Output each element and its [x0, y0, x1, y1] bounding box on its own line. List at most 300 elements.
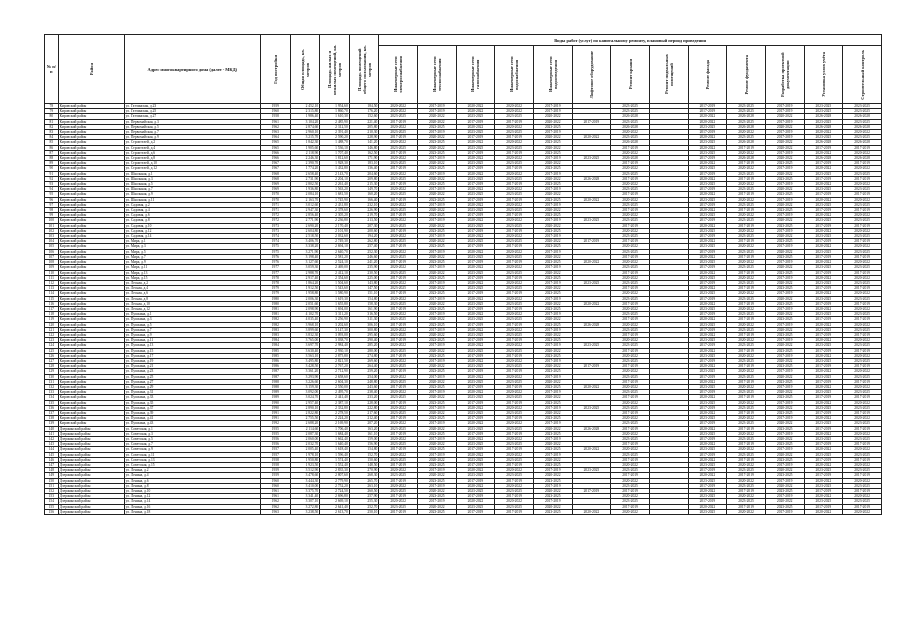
table-cell: 154,80 — [349, 447, 379, 452]
table-cell: 2017-2019 — [456, 400, 495, 405]
table-cell: 2026-2028 — [611, 114, 650, 119]
table-cell: 2023-2025 — [379, 473, 418, 478]
table-cell: 2023-2025 — [495, 317, 534, 322]
table-cell: 2023-2025 — [688, 509, 727, 514]
table-cell: 2020-2022 — [533, 161, 572, 166]
table-cell: 3 765,00 — [290, 338, 320, 343]
table-cell: 2017-2019 — [533, 187, 572, 192]
table-cell: 3 093,00 — [320, 332, 350, 337]
table-cell: 2026-2028 — [843, 156, 882, 161]
table-cell: 2017-2019 — [456, 197, 495, 202]
table-cell: 2017-2019 — [804, 426, 843, 431]
table-cell: 131 — [45, 379, 59, 384]
table-cell: 2023-2025 — [611, 405, 650, 410]
table-cell: 2017-2019 — [804, 223, 843, 228]
table-cell: 2017-2019 — [765, 228, 804, 233]
table-cell: 2017-2019 — [417, 468, 456, 473]
table-cell: 2017-2019 — [843, 192, 882, 197]
table-cell: 2017-2019 — [727, 426, 766, 431]
table-cell: 82 — [45, 124, 59, 129]
table-cell: 248,80 — [349, 379, 379, 384]
table-cell: 2023-2025 — [804, 218, 843, 223]
table-cell: 2017-2019 — [843, 161, 882, 166]
table-cell: 3 215,70 — [290, 135, 320, 140]
table-cell: 2026-2028 — [727, 156, 766, 161]
table-cell: 2017-2019 — [572, 239, 611, 244]
table-cell: 2017-2019 — [688, 280, 727, 285]
table-cell: 2023-2025 — [533, 369, 572, 374]
table-cell: 1989 — [261, 395, 291, 400]
table-cell: 2023-2025 — [843, 483, 882, 488]
table-cell: 3 410,00 — [290, 483, 320, 488]
table-cell: 1956 — [261, 437, 291, 442]
table-cell: 101 — [45, 223, 59, 228]
table-cell: 2023-2025 — [456, 208, 495, 213]
table-cell: 2020-2022 — [417, 223, 456, 228]
table-cell: 2023-2025 — [611, 343, 650, 348]
table-cell: 2023-2025 — [533, 463, 572, 468]
table-cell: 2017-2019 — [688, 437, 727, 442]
table-cell: 2023-2025 — [727, 405, 766, 410]
table-cell: 89 — [45, 161, 59, 166]
table-cell: 2017-2019 — [495, 338, 534, 343]
table-cell: 2020-2022 — [611, 228, 650, 233]
table-cell: 2020-2022 — [688, 457, 727, 462]
table-cell: 2023-2025 — [727, 452, 766, 457]
table-cell: 150,60 — [349, 457, 379, 462]
table-cell: 3 478,60 — [290, 473, 320, 478]
table-cell: 156 — [45, 509, 59, 514]
table-cell: 2020-2022 — [456, 265, 495, 270]
table-cell: 2 143,70 — [320, 171, 350, 176]
table-cell: 2017-2019 — [533, 249, 572, 254]
table-cell: 2023-2025 — [804, 390, 843, 395]
table-cell: 2017-2019 — [765, 384, 804, 389]
table-cell: 2020-2022 — [379, 405, 418, 410]
table-cell: 2020-2022 — [417, 254, 456, 259]
table-cell: 2023-2025 — [843, 405, 882, 410]
table-cell: 2023-2025 — [456, 395, 495, 400]
table-cell: 1 923,50 — [290, 463, 320, 468]
table-cell: 255,30 — [349, 499, 379, 504]
table-cell: ул. Первомайская, д.9 — [124, 135, 260, 140]
table-cell: 2017-2019 — [417, 483, 456, 488]
table-cell: 2023-2025 — [533, 509, 572, 514]
table-cell: 2017-2019 — [417, 421, 456, 426]
table-cell: 2017-2019 — [379, 338, 418, 343]
table-cell: 2017-2019 — [495, 509, 534, 514]
table-cell: 2020-2022 — [611, 463, 650, 468]
table-cell: Кировский район — [58, 405, 124, 410]
table-cell: 2017-2019 — [533, 499, 572, 504]
table-cell: 2023-2025 — [417, 275, 456, 280]
table-cell: 2020-2022 — [611, 182, 650, 187]
table-cell: 2020-2022 — [495, 499, 534, 504]
table-cell: Кировский район — [58, 343, 124, 348]
table-cell: 2023-2025 — [843, 296, 882, 301]
table-cell: 2017-2019 — [533, 296, 572, 301]
table-cell: Кировский район — [58, 338, 124, 343]
table-cell: 98 — [45, 208, 59, 213]
table-cell: 2023-2025 — [417, 291, 456, 296]
table-cell: 2020-2022 — [379, 343, 418, 348]
table-cell: 161,10 — [349, 431, 379, 436]
table-cell: 120 — [45, 322, 59, 327]
table-cell: Дзержинский район — [58, 494, 124, 499]
table-cell: 2020-2022 — [456, 390, 495, 395]
header-row-top — [45, 35, 882, 46]
table-cell: 2020-2022 — [688, 208, 727, 213]
table-cell: 3 968,10 — [290, 322, 320, 327]
table-cell: 1960 — [261, 109, 291, 114]
table-cell: 3 238,50 — [290, 509, 320, 514]
table-cell: 2020-2022 — [379, 156, 418, 161]
table-cell: 3 271,90 — [290, 249, 320, 254]
table-cell: 2023-2025 — [417, 447, 456, 452]
table-cell: 130 — [45, 374, 59, 379]
table-cell: 2023-2025 — [804, 468, 843, 473]
table-cell: 2017-2019 — [843, 332, 882, 337]
table-cell: 78 — [45, 104, 59, 109]
table-cell: 2023-2025 — [533, 124, 572, 129]
table-cell: 2017-2019 — [533, 343, 572, 348]
table-cell: 121 — [45, 327, 59, 332]
table-cell: 2017-2019 — [843, 457, 882, 462]
table-cell: 2023-2025 — [688, 447, 727, 452]
table-cell: 1957 — [261, 452, 291, 457]
table-cell: 2023-2025 — [533, 260, 572, 265]
table-cell: 2026-2028 — [572, 176, 611, 181]
table-cell: 136 — [45, 405, 59, 410]
table-cell: 2023-2025 — [417, 166, 456, 171]
table-cell: 2023-2025 — [688, 384, 727, 389]
table-cell: 2023-2025 — [379, 114, 418, 119]
table-cell: 2026-2028 — [804, 156, 843, 161]
table-cell: 2020-2022 — [417, 176, 456, 181]
table-cell: 2020-2022 — [417, 192, 456, 197]
table-cell: 2 724,50 — [320, 489, 350, 494]
table-cell: 1 706,40 — [320, 426, 350, 431]
table-cell: 2017-2019 — [688, 374, 727, 379]
table-cell: 2020-2022 — [495, 483, 534, 488]
table-cell: 2023-2025 — [495, 364, 534, 369]
table-cell: 2020-2022 — [572, 197, 611, 202]
table-cell: 2 101,90 — [320, 228, 350, 233]
table-cell: 2017-2019 — [456, 135, 495, 140]
table-cell: ул. Пушкина, д.43 — [124, 421, 260, 426]
table-cell: 1955 — [261, 431, 291, 436]
table-cell: 2023-2025 — [804, 421, 843, 426]
table-cell: 2020-2022 — [495, 296, 534, 301]
table-cell: 2020-2022 — [843, 291, 882, 296]
table-cell: 2023-2025 — [727, 218, 766, 223]
table-cell: 2020-2022 — [456, 202, 495, 207]
table-cell: 2017-2019 — [804, 473, 843, 478]
table-cell: 2020-2022 — [456, 499, 495, 504]
table-cell: 1 574,40 — [320, 457, 350, 462]
table-cell: 2 640,70 — [320, 249, 350, 254]
table-cell: 2017-2019 — [417, 187, 456, 192]
table-cell: 2020-2022 — [804, 197, 843, 202]
table-cell: Дзержинский район — [58, 463, 124, 468]
table-cell: 2020-2022 — [688, 364, 727, 369]
table-cell: 2023-2025 — [417, 244, 456, 249]
table-cell: 2017-2019 — [456, 416, 495, 421]
table-cell: ул. Гатчинская, д.27 — [124, 114, 260, 119]
table-cell: 2020-2022 — [804, 509, 843, 514]
table-cell: 2020-2022 — [804, 291, 843, 296]
table-cell: 105 — [45, 244, 59, 249]
table-cell: 125 — [45, 348, 59, 353]
table-cell: 1 950,80 — [290, 457, 320, 462]
table-cell: 2017-2019 — [843, 395, 882, 400]
table-cell: ул. Пушкина, д.35 — [124, 400, 260, 405]
table-cell: 2020-2022 — [417, 426, 456, 431]
table-cell: ул. Первомайская, д.7 — [124, 130, 260, 135]
table-cell: 2 874,60 — [290, 124, 320, 129]
table-cell: 2020-2022 — [727, 228, 766, 233]
table-cell: 269,60 — [349, 358, 379, 363]
table-cell: 2017-2019 — [379, 275, 418, 280]
table-cell: Кировский район — [58, 192, 124, 197]
table-cell: ул. Садовая, д.4 — [124, 208, 260, 213]
table-cell: 2017-2019 — [765, 197, 804, 202]
table-cell: 2020-2022 — [843, 130, 882, 135]
table-cell: 2020-2022 — [533, 364, 572, 369]
table-cell: ул. Советская, д.15 — [124, 463, 260, 468]
table-cell: ул. Ленина, д.10 — [124, 489, 260, 494]
table-cell: 2020-2022 — [843, 275, 882, 280]
table-cell: ул. Пушкина, д.11 — [124, 338, 260, 343]
table-cell: 2 236,80 — [320, 218, 350, 223]
table-cell: 2 170,40 — [320, 223, 350, 228]
table-cell: 2017-2019 — [727, 410, 766, 415]
table-cell: 2026-2028 — [572, 426, 611, 431]
table-cell: 4 035,40 — [290, 317, 320, 322]
table-cell: 2020-2022 — [495, 280, 534, 285]
table-cell: 2023-2025 — [417, 384, 456, 389]
table-cell: 2023-2025 — [843, 249, 882, 254]
table-cell: 2020-2022 — [688, 223, 727, 228]
table-cell: 128 — [45, 364, 59, 369]
table-cell: 2017-2019 — [379, 119, 418, 124]
table-cell: 2020-2022 — [533, 239, 572, 244]
table-cell: 2 204,10 — [320, 176, 350, 181]
table-cell: 2020-2022 — [688, 270, 727, 275]
table-cell: 2023-2025 — [379, 208, 418, 213]
table-cell: 3 272,80 — [290, 504, 320, 509]
table-cell: 2020-2022 — [533, 489, 572, 494]
table-cell: 2017-2019 — [727, 301, 766, 306]
table-cell: 2017-2019 — [379, 369, 418, 374]
table-cell: 2023-2025 — [688, 416, 727, 421]
table-cell: Кировский район — [58, 156, 124, 161]
table-cell: 2 246,30 — [290, 156, 320, 161]
table-cell: 2023-2025 — [495, 176, 534, 181]
table-cell: ул. Школьная, д.7 — [124, 187, 260, 192]
table-cell: 2020-2022 — [379, 187, 418, 192]
table-cell: 2020-2022 — [765, 140, 804, 145]
table-cell: 147,50 — [349, 286, 379, 291]
table-cell: 2023-2025 — [688, 494, 727, 499]
table-cell: 212,40 — [349, 416, 379, 421]
table-cell: ул. Строителей, д.6 — [124, 150, 260, 155]
table-cell: 2020-2022 — [417, 317, 456, 322]
table-cell: 2023-2025 — [495, 114, 534, 119]
table-cell: Кировский район — [58, 119, 124, 124]
table-cell: 2023-2025 — [804, 452, 843, 457]
table-cell: 2017-2019 — [456, 494, 495, 499]
table-cell: 2017-2019 — [456, 119, 495, 124]
table-cell: 2020-2022 — [765, 280, 804, 285]
table-cell: 2017-2019 — [765, 291, 804, 296]
table-cell: 2023-2025 — [765, 208, 804, 213]
table-cell: ул. Пушкина, д.15 — [124, 348, 260, 353]
table-cell: ул. Ленина, д.2 — [124, 468, 260, 473]
table-cell: 2020-2022 — [417, 379, 456, 384]
table-cell: 2023-2025 — [727, 135, 766, 140]
table-cell: 2023-2025 — [843, 135, 882, 140]
table-cell: 2 163,70 — [290, 197, 320, 202]
table-cell: 1976 — [261, 260, 291, 265]
table-cell: 2023-2025 — [495, 426, 534, 431]
table-cell: 3 444,30 — [290, 478, 320, 483]
table-cell: 2020-2022 — [804, 182, 843, 187]
table-cell: ул. Пушкина, д.13 — [124, 343, 260, 348]
table-cell: 2017-2019 — [417, 234, 456, 239]
table-cell: 2017-2019 — [417, 296, 456, 301]
table-cell: 1 610,30 — [320, 114, 350, 119]
table-cell: 2020-2022 — [804, 306, 843, 311]
table-cell: 2017-2019 — [611, 489, 650, 494]
table-cell: 2020-2022 — [495, 437, 534, 442]
table-cell: 2020-2022 — [417, 442, 456, 447]
table-cell: 2020-2022 — [843, 416, 882, 421]
table-cell: 2023-2025 — [804, 234, 843, 239]
col-total-area: Общая площадь, кв. метров — [290, 35, 320, 104]
table-cell: 2023-2025 — [727, 374, 766, 379]
table-cell: Кировский район — [58, 306, 124, 311]
table-cell: 2 688,20 — [290, 421, 320, 426]
table-cell: 2 118,90 — [290, 150, 320, 155]
table-cell: 2 658,40 — [290, 171, 320, 176]
table-cell: 2023-2025 — [533, 478, 572, 483]
table-cell: 152 — [45, 489, 59, 494]
table-cell: 84 — [45, 135, 59, 140]
table-cell: 2023-2025 — [611, 358, 650, 363]
table-cell: 2017-2019 — [379, 244, 418, 249]
table-cell: 2023-2025 — [688, 197, 727, 202]
table-cell: 2017-2019 — [495, 400, 534, 405]
table-cell: 1967 — [261, 161, 291, 166]
table-cell: 2017-2019 — [727, 457, 766, 462]
table-cell: 2017-2019 — [417, 390, 456, 395]
table-cell: ул. Строителей, д.8 — [124, 156, 260, 161]
table-cell: 2017-2019 — [379, 447, 418, 452]
table-cell: 2023-2025 — [804, 109, 843, 114]
table-cell: 2023-2025 — [688, 124, 727, 129]
table-cell: 2020-2022 — [533, 395, 572, 400]
table-cell: 1956 — [261, 442, 291, 447]
table-cell: 2023-2025 — [611, 135, 650, 140]
table-cell: 2017-2019 — [417, 202, 456, 207]
table-cell: Дзержинский район — [58, 478, 124, 483]
table-cell: 2017-2019 — [688, 327, 727, 332]
table-cell: 124 — [45, 343, 59, 348]
table-cell: 2 658,60 — [320, 374, 350, 379]
table-cell: ул. Ленина, д.6 — [124, 478, 260, 483]
table-cell: 2023-2025 — [379, 286, 418, 291]
table-cell: 183,10 — [349, 161, 379, 166]
table-cell: 2 441,40 — [320, 395, 350, 400]
table-cell: Кировский район — [58, 416, 124, 421]
table-cell: 2020-2022 — [727, 400, 766, 405]
table-cell: 2017-2019 — [727, 208, 766, 213]
table-cell: 2017-2019 — [379, 400, 418, 405]
table-cell: 2023-2025 — [611, 390, 650, 395]
table-cell: 2 771,90 — [290, 218, 320, 223]
table-cell: 184,50 — [349, 104, 379, 109]
table-cell: 2020-2022 — [456, 156, 495, 161]
table-cell: 2023-2025 — [456, 489, 495, 494]
table-cell: 2 032,60 — [320, 234, 350, 239]
table-cell: ул. Советская, д.3 — [124, 431, 260, 436]
table-cell: 2020-2022 — [843, 228, 882, 233]
table-cell: 2020-2022 — [456, 104, 495, 109]
table-cell: 2 641,40 — [320, 504, 350, 509]
table-cell: 2023-2025 — [765, 332, 804, 337]
table-cell: 2020-2022 — [804, 447, 843, 452]
table-cell: 2017-2019 — [727, 176, 766, 181]
table-cell: 140 — [45, 426, 59, 431]
table-cell: 2023-2025 — [495, 223, 534, 228]
table-cell: 2020-2022 — [495, 265, 534, 270]
table-cell: 2023-2025 — [765, 348, 804, 353]
table-cell: 2017-2019 — [688, 312, 727, 317]
table-cell: 88 — [45, 156, 59, 161]
table-cell: 2020-2022 — [379, 171, 418, 176]
table-cell: 2023-2025 — [572, 218, 611, 223]
table-cell: 2020-2022 — [611, 213, 650, 218]
table-cell: 2020-2022 — [495, 312, 534, 317]
table-cell: 2023-2025 — [765, 239, 804, 244]
table-cell: Дзержинский район — [58, 473, 124, 478]
table-cell: 2020-2022 — [804, 369, 843, 374]
table-cell: 3 630,40 — [290, 348, 320, 353]
table-cell: 2023-2025 — [495, 332, 534, 337]
table-cell: ул. Пушкина, д.39 — [124, 410, 260, 415]
table-cell: 2020-2022 — [495, 109, 534, 114]
table-cell: 2017-2019 — [688, 104, 727, 109]
table-cell: 2020-2022 — [688, 254, 727, 259]
table-cell: 97 — [45, 202, 59, 207]
table-cell: 2020-2022 — [417, 301, 456, 306]
table-cell: 2020-2022 — [533, 317, 572, 322]
table-cell: 2023-2025 — [804, 499, 843, 504]
table-cell: 2026-2028 — [727, 124, 766, 129]
table-cell: 2020-2022 — [804, 494, 843, 499]
table-cell: 2023-2025 — [495, 395, 534, 400]
table-cell: 2017-2019 — [804, 442, 843, 447]
table-cell: 2017-2019 — [456, 463, 495, 468]
table-cell: 2023-2025 — [804, 374, 843, 379]
table-cell: 2020-2022 — [379, 296, 418, 301]
table-cell: 2017-2019 — [456, 322, 495, 327]
table-cell: 2017-2019 — [379, 353, 418, 358]
table-cell: Кировский район — [58, 296, 124, 301]
table-cell: 2023-2025 — [843, 327, 882, 332]
table-cell: 254,00 — [349, 374, 379, 379]
